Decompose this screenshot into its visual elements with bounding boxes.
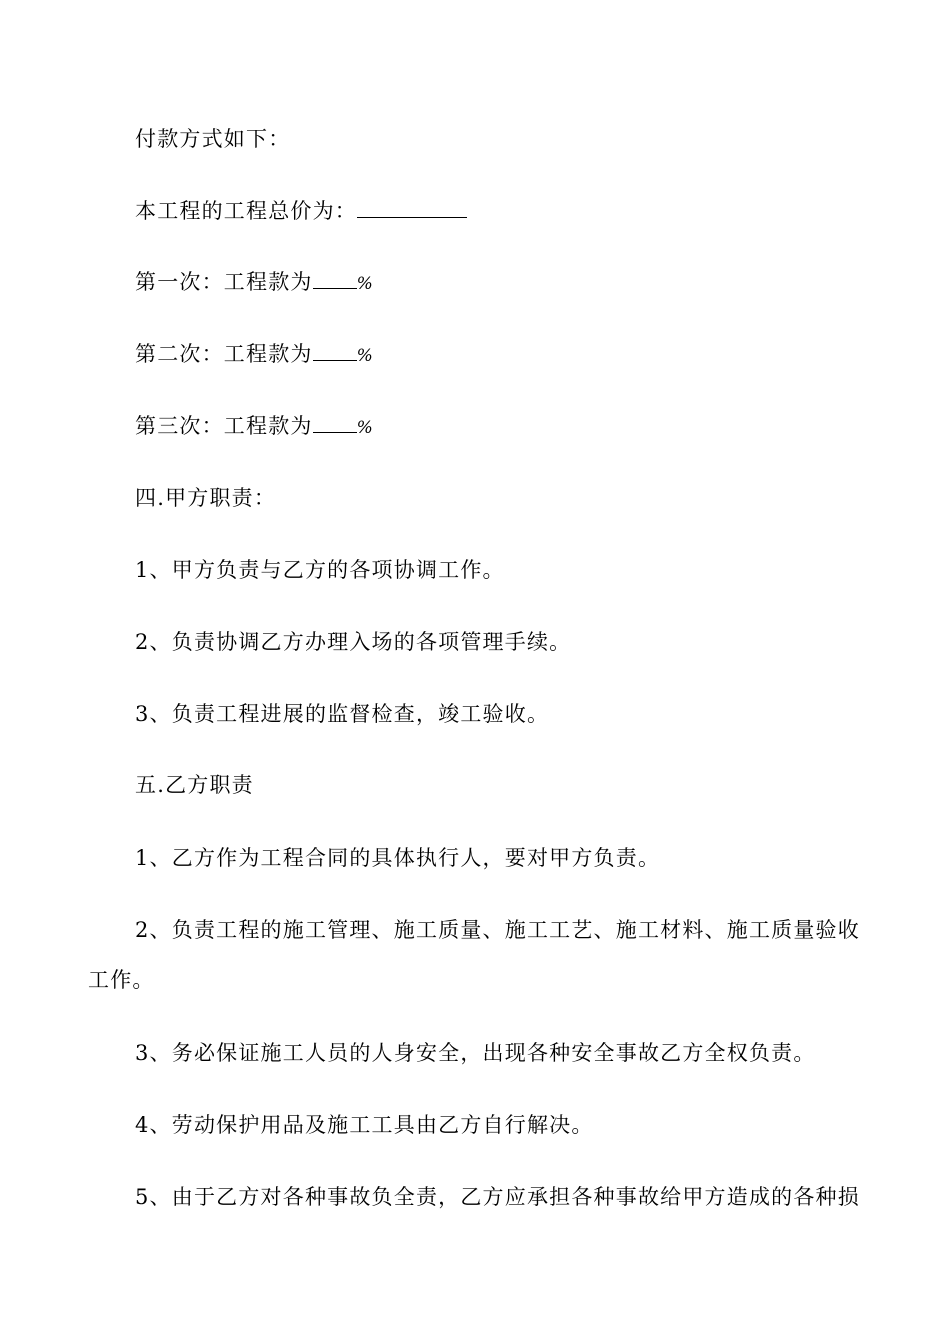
section4-item-3: 3、负责工程进展的监督检查，竣工验收。 [135, 702, 550, 726]
total-price-label: 本工程的工程总价为： [135, 199, 357, 223]
payment-line-3 [135, 414, 374, 440]
payment-unit-1: % [356, 274, 374, 294]
section4-item-1: 1、甲方负责与乙方的各项协调工作。 [135, 558, 505, 582]
section5-item-4: 4、劳动保护用品及施工工具由乙方自行解决。 [135, 1113, 594, 1137]
payment-line-1 [135, 270, 374, 296]
section4-item-2: 2、负责协调乙方办理入场的各项管理手续。 [135, 630, 572, 654]
payment-label-1: 第一次：工程款为 [135, 270, 313, 294]
payment-label-2: 第二次：工程款为 [135, 342, 313, 366]
payment-blank-2 [313, 342, 357, 361]
payment-intro: 付款方式如下： [135, 127, 291, 151]
section5-item-3: 3、务必保证施工人员的人身安全，出现各种安全事故乙方全权负责。 [135, 1041, 816, 1065]
total-price-line [135, 199, 467, 223]
payment-blank-3 [313, 414, 357, 433]
payment-blank-1 [313, 270, 357, 289]
payment-label-3: 第三次：工程款为 [135, 414, 313, 438]
section5-item-2: 2、负责工程的施工管理、施工质量、施工工艺、施工材料、施工质量验收 [135, 918, 860, 942]
section4-title: 四.甲方职责： [135, 486, 277, 510]
section5-item-1: 1、乙方作为工程合同的具体执行人，要对甲方负责。 [135, 846, 661, 870]
payment-unit-2: % [356, 346, 374, 366]
payment-line-2 [135, 342, 374, 368]
total-price-blank [357, 199, 467, 218]
payment-unit-3: % [356, 418, 374, 438]
section5-item-5: 5、由于乙方对各种事故负全责，乙方应承担各种事故给甲方造成的各种损 [135, 1185, 860, 1209]
section5-title: 五.乙方职责 [135, 773, 254, 797]
section5-item-2-continued: 工作。 [88, 968, 155, 992]
